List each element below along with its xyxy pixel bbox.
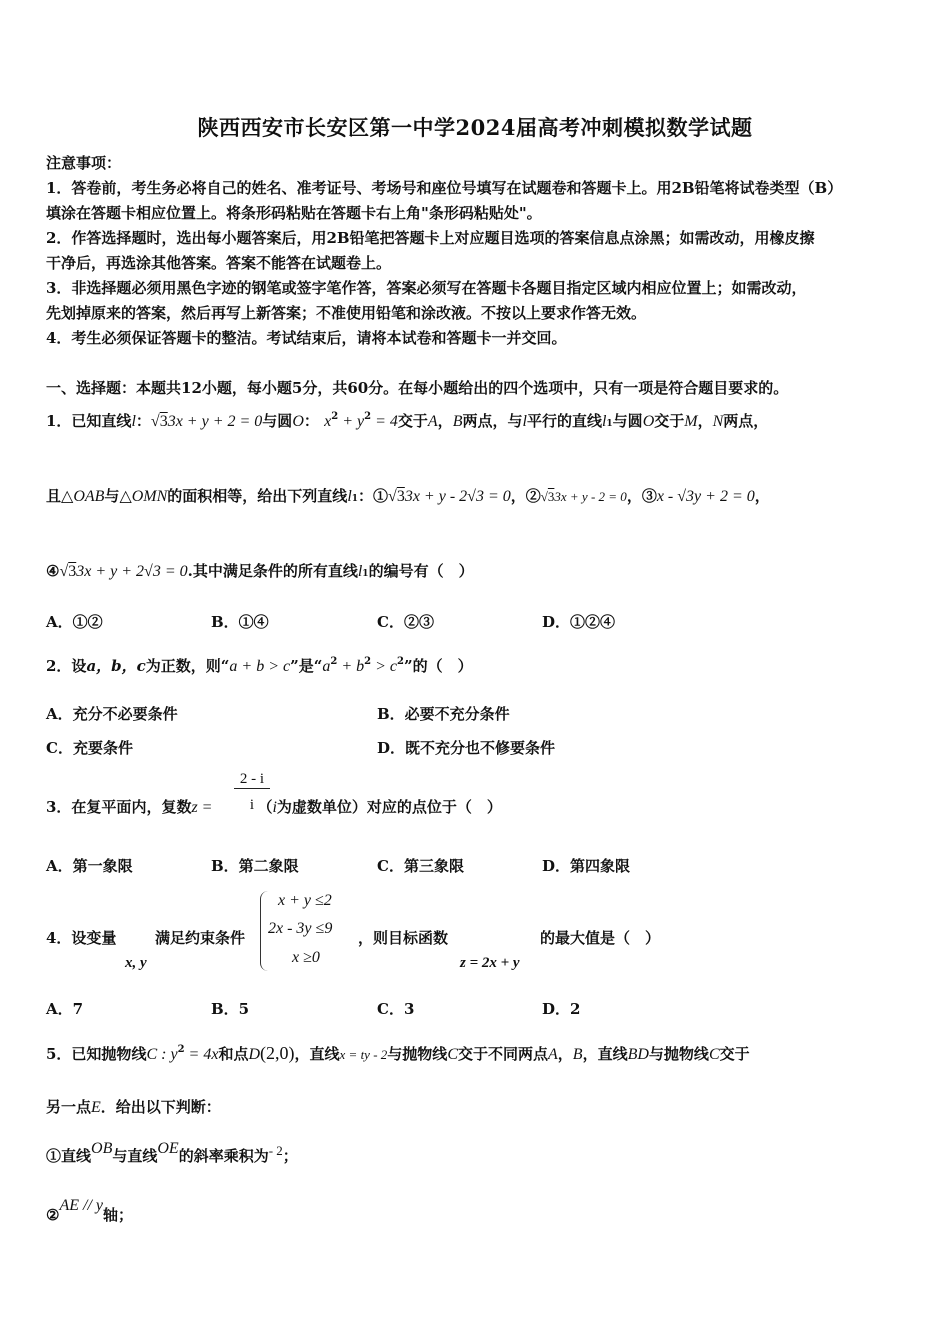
math-E: E <box>91 1099 101 1116</box>
q1-line-3 <box>46 560 474 581</box>
math-exp: 2 <box>397 656 404 667</box>
q1-text: ： <box>303 412 319 430</box>
option-line-4: 3x + y + 2 <box>76 563 145 580</box>
notice-line-4: 4．考生必须保证答题卡的整洁。考试结束后，请将本试卷和答题卡一并交回。 <box>46 329 567 347</box>
q2-text: 为正数，则“ <box>145 657 230 675</box>
math-C: C <box>447 1046 458 1063</box>
sqrt-sign: √ <box>677 488 687 505</box>
math-O: O <box>292 413 304 430</box>
section-heading: 一、选择题：本题共12小题，每小题5分，共60分。在每小题给出的四个选项中，只有一项是符合题目要求的。 <box>46 379 789 397</box>
q1-text: ， <box>697 412 713 430</box>
q1-text: 两点， <box>723 412 769 430</box>
sqrt-radicand: 3 <box>68 563 77 580</box>
q1-text: 1．已知直线 <box>46 412 132 430</box>
math-sub: 1 <box>351 494 359 504</box>
notice-line-1b: 填涂在答题卡相应位置上。将条形码粘贴在答题卡右上角"条形码粘贴处"。 <box>46 204 542 222</box>
q1-choice-a: A．①② <box>46 613 103 631</box>
math-sub: 1 <box>362 569 369 579</box>
q2-choice-b: B．必要不充分条件 <box>377 705 510 723</box>
q1-text: 交于 <box>654 412 685 430</box>
math-B: B <box>572 1046 583 1063</box>
notice-heading: 注意事项： <box>46 154 122 172</box>
q2-choice-d: D．既不充分也不修要条件 <box>377 739 556 757</box>
q2-text: ”的（ ） <box>404 657 473 675</box>
option-line-4: 3 = 0 <box>152 563 188 580</box>
math-l1: l <box>601 413 607 430</box>
sqrt-sign: √ <box>150 413 160 430</box>
math-l: l <box>131 413 136 430</box>
q5-text: ，直线 <box>294 1045 340 1063</box>
q5-text: ； <box>282 1147 298 1165</box>
constraint-3: x ≥0 <box>292 949 320 966</box>
q5-line-1 <box>46 1043 750 1064</box>
math-exp: 2 <box>177 1044 185 1055</box>
q3-text: （ <box>257 798 273 816</box>
notice-line-3a: 3．非选择题必须用黑色字迹的钢笔或签字笔作答，答案必须写在答题卡各题目指定区域内相应位置上；如需改动， <box>46 279 807 297</box>
q1-text: 平行的直线 <box>526 412 602 430</box>
q5-text: 交于不同两点 <box>457 1045 548 1063</box>
q4-choice-b: B．5 <box>211 1000 250 1018</box>
math-parabola: = 4x <box>184 1046 219 1063</box>
option-line-1: 3x + y - 2 <box>404 488 468 505</box>
q1-choice-c: C．②③ <box>377 613 434 631</box>
sqrt-radicand: 3 <box>396 488 405 505</box>
q5-text: 与抛物线 <box>648 1045 709 1063</box>
q5-text: 与抛物线 <box>387 1045 448 1063</box>
q1-text: ④ <box>46 562 60 580</box>
q1-text: 与圆 <box>612 412 643 430</box>
math-condition-2: > c <box>371 658 398 675</box>
q1-text: 两点，与 <box>462 412 523 430</box>
sqrt-sign: √ <box>540 489 548 504</box>
q4-choice-c: C．3 <box>377 1000 415 1018</box>
math-OAB: △OAB <box>61 488 105 505</box>
q5-text: 与直线 <box>112 1147 158 1165</box>
q3-text: 为虚数单位）对应的点位于（ ） <box>276 798 502 816</box>
math-OE: OE <box>157 1140 179 1157</box>
q3-text: 3．在复平面内，复数 <box>46 798 192 816</box>
q2-choice-c: C．充要条件 <box>46 739 133 757</box>
math-A: A <box>548 1046 558 1063</box>
math-l1: l <box>347 488 352 505</box>
math-D: D <box>248 1046 261 1063</box>
math-BD: BD <box>627 1046 649 1063</box>
q5-text: 轴； <box>103 1206 134 1224</box>
q2-choice-a: A．充分不必要条件 <box>46 705 178 723</box>
option-line-1: 3 = 0 <box>475 488 511 505</box>
q2-line <box>46 655 473 676</box>
notice-line-1a: 1．答卷前，考生务必将自己的姓名、准考证号、考场号和座位号填写在试题卷和答题卡上。用2B铅笔将试卷类型（B） <box>46 179 843 197</box>
q4-text: ，则目标函数 <box>358 929 449 947</box>
q3-choice-b: B．第二象限 <box>211 857 299 875</box>
math-N: N <box>712 413 724 430</box>
math-M: M <box>684 413 698 430</box>
math-OB: OB <box>91 1140 113 1157</box>
q5-text: 的斜率乘积为 <box>178 1147 269 1165</box>
math-exp: 2 <box>331 411 339 422</box>
math-A: A <box>427 413 438 430</box>
q1-text: 交于 <box>397 412 428 430</box>
q1-text: ，② <box>510 487 541 505</box>
q1-text: ： <box>135 412 151 430</box>
q5-text: 和点 <box>218 1045 249 1063</box>
q3-choice-d: D．第四象限 <box>542 857 631 875</box>
q2-vars: a，b，c <box>86 657 146 675</box>
q4-choice-a: A．7 <box>46 1000 84 1018</box>
option-line-3: 3y + 2 = 0 <box>686 488 755 505</box>
q2-text: ”是“ <box>290 657 323 675</box>
math-exp: 2 <box>330 656 338 667</box>
math-value: - 2 <box>268 1143 283 1158</box>
q5-statement-2 <box>46 1197 133 1225</box>
q5-text: ， <box>557 1045 573 1063</box>
q5-text: 交于 <box>719 1045 750 1063</box>
option-line-2: 3x + y - 2 = 0 <box>554 489 627 504</box>
q4-text: 满足约束条件 <box>155 929 246 947</box>
q1-choice-b: B．①④ <box>211 613 269 631</box>
math-target: z = 2x + y <box>460 955 520 971</box>
math-AE: AE // y <box>59 1197 103 1214</box>
math-OMN: △OMN <box>119 488 168 505</box>
q5-text: 另一点 <box>46 1098 92 1116</box>
math-vars: x, y <box>125 955 147 971</box>
notice-line-3b: 先划掉原来的答案，然后再写上新答案；不准使用铅笔和涂改液。不按以上要求作答无效。 <box>46 304 647 322</box>
q1-text: ， <box>437 412 453 430</box>
sqrt-radicand: 3 <box>159 413 168 430</box>
math-condition-1: a + b > c <box>229 658 291 675</box>
q4-text: 4．设变量 <box>46 929 117 947</box>
fraction-denominator: i <box>249 797 255 813</box>
page-title: 陕西西安市长安区第一中学2024届高考冲刺模拟数学试题 <box>197 115 753 140</box>
math-circle: + y <box>338 413 365 430</box>
math-circle: x <box>324 413 332 430</box>
q1-text: ，③ <box>626 487 657 505</box>
math-exp: 2 <box>364 411 372 422</box>
q1-line-2 <box>46 485 770 506</box>
math-condition-2: + b <box>337 658 365 675</box>
q1-text: ：① <box>358 487 389 505</box>
q1-text: 且 <box>46 487 62 505</box>
sqrt-sign: √ <box>59 563 69 580</box>
math-condition-2: a <box>322 658 331 675</box>
option-line-3: x - <box>656 488 678 505</box>
q4-choice-d: D．2 <box>542 1000 581 1018</box>
constraint-1: x + y ≤2 <box>278 892 332 909</box>
q2-text: 2．设 <box>46 657 87 675</box>
fraction-numerator: 2 - i <box>234 771 270 789</box>
q3-choice-a: A．第一象限 <box>46 857 133 875</box>
math-line-l: 3x + y + 2 = 0 <box>167 413 263 430</box>
math-sub: 1 <box>606 419 613 429</box>
math-O: O <box>642 413 655 430</box>
math-exp: 2 <box>364 656 372 667</box>
q1-text: ， <box>754 487 770 505</box>
sqrt-sign: √ <box>144 563 153 580</box>
math-D-coords: (2,0) <box>260 1043 295 1063</box>
sqrt-sign: √ <box>467 488 476 505</box>
q5-text: ①直线 <box>46 1147 92 1165</box>
q3-choice-c: C．第三象限 <box>377 857 464 875</box>
math-i: i <box>272 799 277 816</box>
q3-line <box>46 796 502 817</box>
q5-statement-1 <box>46 1140 298 1166</box>
q1-text: 的编号有（ ） <box>368 562 474 580</box>
q1-text: 与 <box>104 487 120 505</box>
q5-line-2 <box>46 1096 221 1117</box>
constraint-2: 2x - 3y ≤9 <box>268 920 333 937</box>
q5-text: ．给出以下判断： <box>100 1098 221 1116</box>
notice-line-2b: 干净后，再选涂其他答案。答案不能答在试题卷上。 <box>46 254 392 272</box>
math-z: z = <box>191 799 213 816</box>
q1-choice-d: D．①②④ <box>542 613 616 631</box>
math-C: C <box>708 1046 720 1063</box>
math-l1: l <box>357 563 363 580</box>
q1-line-1 <box>46 410 768 431</box>
math-B: B <box>452 413 463 430</box>
q5-text: ② <box>46 1206 60 1224</box>
q4-text: 的最大值是（ ） <box>540 929 661 947</box>
math-line: x = ty - 2 <box>339 1047 388 1062</box>
math-parabola: C : y <box>146 1046 178 1063</box>
q1-text: 与圆 <box>262 412 293 430</box>
q1-text: .其中满足条件的所有直线 <box>187 562 358 580</box>
q5-text: 5．已知抛物线 <box>46 1045 147 1063</box>
sqrt-radicand: 3 <box>547 489 555 504</box>
q1-text: 的面积相等，给出下列直线 <box>167 487 348 505</box>
notice-line-2a: 2．作答选择题时，选出每小题答案后，用2B铅笔把答题卡上对应题目选项的答案信息点涂黑；如需改动，用橡皮擦 <box>46 229 815 247</box>
math-l: l <box>522 413 527 430</box>
q5-text: ，直线 <box>582 1045 628 1063</box>
sqrt-sign: √ <box>388 488 397 505</box>
math-circle: = 4 <box>371 413 398 430</box>
